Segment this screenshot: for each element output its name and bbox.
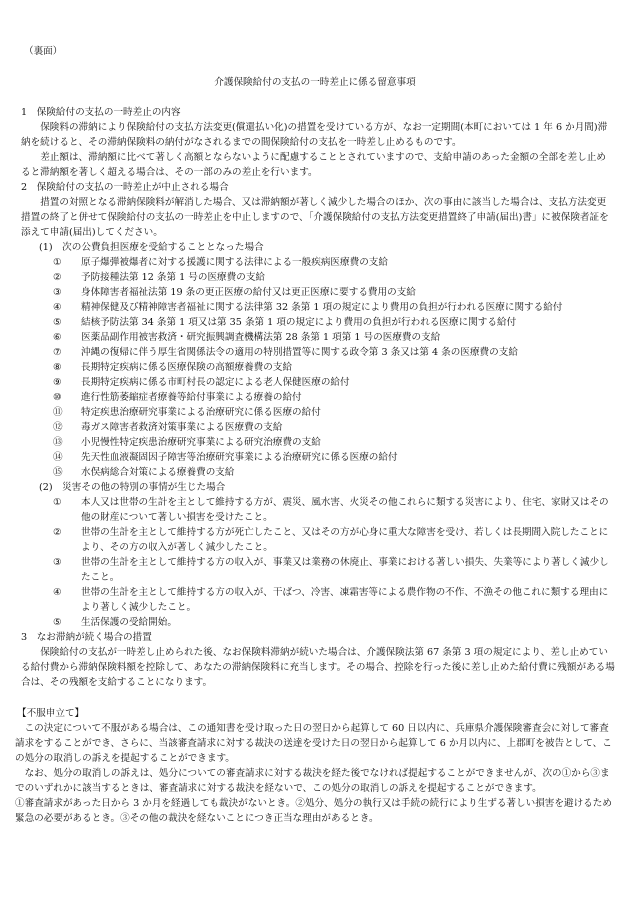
list-item bbox=[15, 270, 615, 285]
list-item bbox=[15, 255, 615, 270]
item-text: 毒ガス障害者救済対策事業による医療費の支給 bbox=[81, 422, 283, 433]
section-1-paragraph: 保険料の滞納により保険給付の支払方法変更(償還払い化)の措置を受けている方が、なお一定期間(本町においては 1 年 6 か月間)滞納を続けると、その滞納保険料の納付がなされるまでの間保険給付の支払を一時差し止めるものです。 bbox=[21, 122, 608, 148]
item-number: ③ bbox=[53, 287, 62, 298]
item-text: 身体障害者福祉法第 19 条の更正医療の給付又は更正医療に要する費用の支給 bbox=[81, 287, 416, 298]
list-item bbox=[15, 555, 615, 585]
reverse-side-label: （裏面） bbox=[24, 46, 63, 57]
section-3 bbox=[15, 630, 615, 690]
list-item bbox=[15, 450, 615, 465]
item-number: ④ bbox=[53, 302, 62, 313]
list-item bbox=[15, 375, 615, 390]
objection-paragraph: この決定について不服がある場合は、この通知書を受け取った日の翌日から起算して 60 日以内に、兵庫県介護保険審査会に対して審査請求をすることができ、さらに、当該審査請求に対する裁決の送達を受けた日の翌日から起算して 6 か月以内に、上郡町を被告として、この処分の取消しの訴えを提起することができます。 bbox=[15, 723, 612, 764]
item-text: 世帯の生計を主として維持する方の収入が、干ばつ、冷害、凍霜害等による農作物の不作、不漁その他これに類する理由により著しく減少したこと。 bbox=[81, 587, 609, 613]
section-2 bbox=[15, 180, 615, 630]
item-text: 世帯の生計を主として維持する方が死亡したこと、又はその方が心身に重大な障害を受け、若しくは長期間入院したことにより、その方の収入が著しく減少したこと。 bbox=[81, 527, 609, 553]
item-text: 本人又は世帯の生計を主として維持する方が、震災、風水害、火災その他これらに類する災害により、住宅、家財又はその他の財産について著しい損害を受けたこと。 bbox=[81, 497, 609, 523]
objection-heading: 【不服申立て】 bbox=[17, 708, 85, 719]
item-number: ③ bbox=[53, 557, 62, 568]
item-number: ④ bbox=[53, 587, 62, 598]
item-text: 予防接種法第 12 条第 1 号の医療費の支給 bbox=[81, 272, 266, 283]
item-number: ⑥ bbox=[53, 332, 62, 343]
list-item bbox=[15, 615, 615, 630]
section-2-heading: 2 保険給付の支払の一時差止が中止される場合 bbox=[21, 182, 229, 193]
subsection-2-heading: (2) 災害その他の特別の事情が生じた場合 bbox=[39, 482, 226, 493]
list-item bbox=[15, 345, 615, 360]
item-text: 進行性筋萎縮症者療養等給付事業による療養の給付 bbox=[81, 392, 302, 403]
list-item bbox=[15, 405, 615, 420]
list-item bbox=[15, 435, 615, 450]
item-number: ⑦ bbox=[53, 347, 62, 358]
list-item bbox=[15, 525, 615, 555]
section-3-paragraph: 保険給付の支払が一時差し止められた後、なお保険料滞納が続いた場合は、介護保険法第 67 条第 3 項の規定により、差し止めている給付費から滞納保険料額を控除して、あなたの滞納保険料に充当します。その場合、控除を行った後に差し止めた給付費に残額がある場合は、その残額を支給することになります。 bbox=[21, 647, 615, 688]
item-text: 医薬品副作用被害救済・研究振興調査機構法第 28 条第 1 項第 1 号の医療費の支給 bbox=[81, 332, 441, 343]
item-number: ⑧ bbox=[53, 362, 62, 373]
item-text: 世帯の生計を主として維持する方の収入が、事業又は業務の休廃止、事業における著しい損失、失業等により著しく減少したこと。 bbox=[81, 557, 609, 583]
list-item bbox=[15, 285, 615, 300]
section-3-heading: 3 なお滞納が続く場合の措置 bbox=[21, 632, 152, 643]
item-text: 長期特定疾病に係る医療保険の高額療養費の支給 bbox=[81, 362, 293, 373]
objection-section bbox=[15, 706, 615, 826]
item-text: 長期特定疾病に係る市町村長の認定による老人保健医療の給付 bbox=[81, 377, 350, 388]
item-number: ⑤ bbox=[53, 317, 62, 328]
list-item bbox=[15, 360, 615, 375]
item-number: ⑤ bbox=[53, 617, 62, 628]
subsection-1-heading: (1) 次の公費負担医療を受給することとなった場合 bbox=[39, 242, 264, 253]
objection-paragraph: なお、処分の取消しの訴えは、処分についての審査請求に対する裁決を経た後でなければ提起することができませんが、次の①から③までのいずれかに該当するときは、審査請求に対する裁決を経ないで、この処分の取消しの訴えを提起することができます。 bbox=[15, 768, 610, 794]
list-item bbox=[15, 390, 615, 405]
item-text: 沖縄の復帰に伴う厚生省関係法令の適用の特別措置等に関する政令第 3 条又は第 4 条の医療費の支給 bbox=[81, 347, 518, 358]
special-circumstances-list bbox=[15, 495, 615, 630]
list-item bbox=[15, 315, 615, 330]
item-number: ① bbox=[53, 257, 62, 268]
list-item bbox=[15, 495, 615, 525]
item-text: 生活保護の受給開始。 bbox=[81, 617, 177, 628]
section-1-paragraph: 差止額は、滞納額に比べて著しく高額とならないように配慮することとされていますので、支給申請のあった金額の全部を差し止めると滞納額を著しく超える場合は、その一部のみの差止を行います。 bbox=[21, 152, 606, 178]
item-text: 原子爆弾被爆者に対する援護に関する法律による一般疾病医療費の支給 bbox=[81, 257, 388, 268]
list-item bbox=[15, 585, 615, 615]
section-1-heading: 1 保険給付の支払の一時差止の内容 bbox=[21, 107, 181, 118]
list-item bbox=[15, 420, 615, 435]
section-2-paragraph: 措置の対照となる滞納保険料が解消した場合、又は滞納額が著しく減少した場合のほか、次の事由に該当した場合は、支払方法変更措置の終了と併せて保険給付の支払の一時差止を中止しますので、「介護保険給付の支払方法変更措置終了申請(届出)書」に被保険者証を添えて申請(届出)してください。 bbox=[21, 197, 609, 238]
item-number: ② bbox=[53, 272, 62, 283]
item-text: 結核予防法第 34 条第 1 項又は第 35 条第 1 項の規定により費用の負担が行われる医療に関する給付 bbox=[81, 317, 517, 328]
document-title: 介護保険給付の支払の一時差止に係る留意事項 bbox=[214, 77, 416, 88]
list-item bbox=[15, 330, 615, 345]
item-number: ⑮ bbox=[53, 467, 63, 478]
item-number: ② bbox=[53, 527, 62, 538]
item-text: 水俣病総合対策による療養費の支給 bbox=[81, 467, 235, 478]
item-number: ⑬ bbox=[53, 437, 63, 448]
public-medical-list bbox=[15, 255, 615, 480]
item-number: ⑩ bbox=[53, 392, 62, 403]
list-item bbox=[15, 465, 615, 480]
item-text: 先天性血液凝固因子障害等治療研究事業による治療研究に係る医療の給付 bbox=[81, 452, 398, 463]
list-item bbox=[15, 300, 615, 315]
item-number: ⑪ bbox=[53, 407, 63, 418]
item-text: 小児慢性特定疾患治療研究事業による研究治療費の支給 bbox=[81, 437, 321, 448]
item-number: ⑭ bbox=[53, 452, 63, 463]
item-text: 精神保健及び精神障害者福祉に関する法律第 32 条第 1 項の規定により費用の負担が行われる医療に関する給付 bbox=[81, 302, 563, 313]
item-text: 特定疾患治療研究事業による治療研究に係る医療の給付 bbox=[81, 407, 321, 418]
item-number: ⑫ bbox=[53, 422, 63, 433]
item-number: ① bbox=[53, 497, 62, 508]
section-1 bbox=[15, 105, 615, 180]
item-number: ⑨ bbox=[53, 377, 62, 388]
objection-paragraph: ①審査請求があった日から 3 か月を経過しても裁決がないとき。②処分、処分の執行又は手続の続行により生ずる著しい損害を避けるため緊急の必要があるとき。③その他の裁決を経ないことにつき正当な理由があるとき。 bbox=[15, 798, 612, 824]
